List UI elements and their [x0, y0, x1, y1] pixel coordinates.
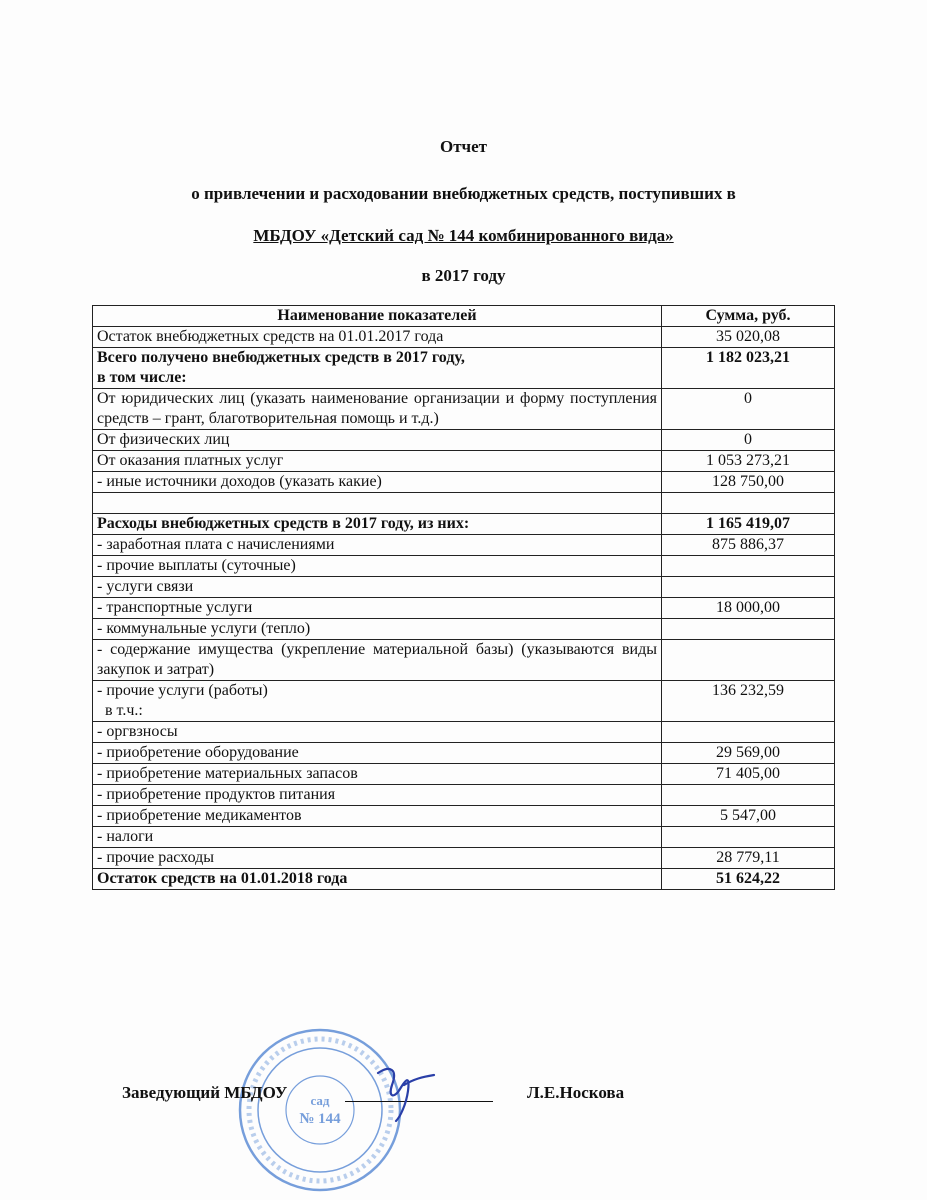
table-row — [93, 451, 835, 472]
row-label: От физических лиц — [93, 430, 662, 451]
footer-position: Заведующий МБДОУ — [122, 1083, 288, 1102]
row-label: - услуги связи — [93, 577, 662, 598]
report-year: в 2017 году — [421, 266, 506, 285]
row-amount: 0 — [662, 389, 835, 430]
row-amount — [662, 640, 835, 681]
row-amount: 5 547,00 — [662, 806, 835, 827]
table-row — [93, 389, 835, 430]
table-row — [93, 430, 835, 451]
row-amount: 71 405,00 — [662, 764, 835, 785]
row-label: Остаток внебюджетных средств на 01.01.2017 года — [93, 327, 662, 348]
table-row — [93, 869, 835, 890]
stamp-number: № 144 — [299, 1111, 341, 1127]
row-amount: 35 020,08 — [662, 327, 835, 348]
row-label-line2: в т.ч.: — [105, 702, 143, 719]
table-row — [93, 764, 835, 785]
row-amount — [662, 827, 835, 848]
table-row — [93, 327, 835, 348]
table-row — [93, 472, 835, 493]
row-amount — [662, 577, 835, 598]
row-label: - приобретение продуктов питания — [93, 785, 662, 806]
row-amount: 1 165 419,07 — [662, 514, 835, 535]
row-amount: 0 — [662, 430, 835, 451]
empty-cell — [93, 493, 662, 514]
column-header-amount: Сумма, руб. — [662, 306, 835, 327]
row-label: - налоги — [93, 827, 662, 848]
row-label: - транспортные услуги — [93, 598, 662, 619]
table-row — [93, 827, 835, 848]
footer-name: Л.Е.Носкова — [527, 1083, 625, 1102]
row-label: - иные источники доходов (указать какие) — [93, 472, 662, 493]
row-amount: 875 886,37 — [662, 535, 835, 556]
row-label: - прочие расходы — [93, 848, 662, 869]
row-amount: 1 182 023,21 — [662, 348, 835, 389]
table-row — [93, 743, 835, 764]
row-amount: 28 779,11 — [662, 848, 835, 869]
row-label — [93, 348, 662, 389]
table-row — [93, 619, 835, 640]
column-header-name: Наименование показателей — [93, 306, 662, 327]
row-amount — [662, 619, 835, 640]
table-row — [93, 722, 835, 743]
table-row — [93, 640, 835, 681]
row-label: - заработная плата с начислениями — [93, 535, 662, 556]
row-label: - приобретение оборудование — [93, 743, 662, 764]
stamp-word: сад — [310, 1093, 330, 1108]
row-label-line2: в том числе: — [97, 369, 187, 386]
row-amount: 128 750,00 — [662, 472, 835, 493]
row-amount: 1 053 273,21 — [662, 451, 835, 472]
table-row — [93, 785, 835, 806]
table-row — [93, 514, 835, 535]
report-title: Отчет — [439, 137, 488, 156]
organization-name: МБДОУ «Детский сад № 144 комбинированного вида» — [253, 226, 674, 245]
table-row — [93, 348, 835, 389]
table-row — [93, 577, 835, 598]
row-label: - прочие выплаты (суточные) — [93, 556, 662, 577]
row-label: От юридических лиц (указать наименование организации и форму поступления средств – грант, благотворительная помощь и т.д.) — [93, 389, 662, 430]
row-amount: 29 569,00 — [662, 743, 835, 764]
report-subtitle: о привлечении и расходовании внебюджетных средств, поступивших в — [191, 184, 736, 203]
table-row — [93, 806, 835, 827]
row-amount: 51 624,22 — [662, 869, 835, 890]
table-header-row — [93, 306, 835, 327]
row-label: - оргвзносы — [93, 722, 662, 743]
table-row — [93, 535, 835, 556]
row-amount: 136 232,59 — [662, 681, 835, 722]
row-amount — [662, 556, 835, 577]
row-label: От оказания платных услуг — [93, 451, 662, 472]
row-label: Остаток средств на 01.01.2018 года — [93, 869, 662, 890]
table-row — [93, 848, 835, 869]
row-label: - приобретение медикаментов — [93, 806, 662, 827]
row-amount — [662, 722, 835, 743]
report-table — [92, 305, 835, 890]
table-row-empty — [93, 493, 835, 514]
signature-mark — [370, 1055, 440, 1125]
row-label — [93, 681, 662, 722]
empty-cell — [662, 493, 835, 514]
row-label: - содержание имущества (укрепление материальной базы) (указываются виды закупок и затрат) — [93, 640, 662, 681]
row-label-line1: - прочие услуги (работы) — [97, 682, 268, 699]
table-row — [93, 598, 835, 619]
row-amount — [662, 785, 835, 806]
row-label-line1: Всего получено внебюджетных средств в 2017 году, — [97, 349, 465, 366]
row-label: Расходы внебюджетных средств в 2017 году, из них: — [93, 514, 662, 535]
table-row — [93, 681, 835, 722]
row-label: - приобретение материальных запасов — [93, 764, 662, 785]
table-row — [93, 556, 835, 577]
row-amount: 18 000,00 — [662, 598, 835, 619]
row-label: - коммунальные услуги (тепло) — [93, 619, 662, 640]
